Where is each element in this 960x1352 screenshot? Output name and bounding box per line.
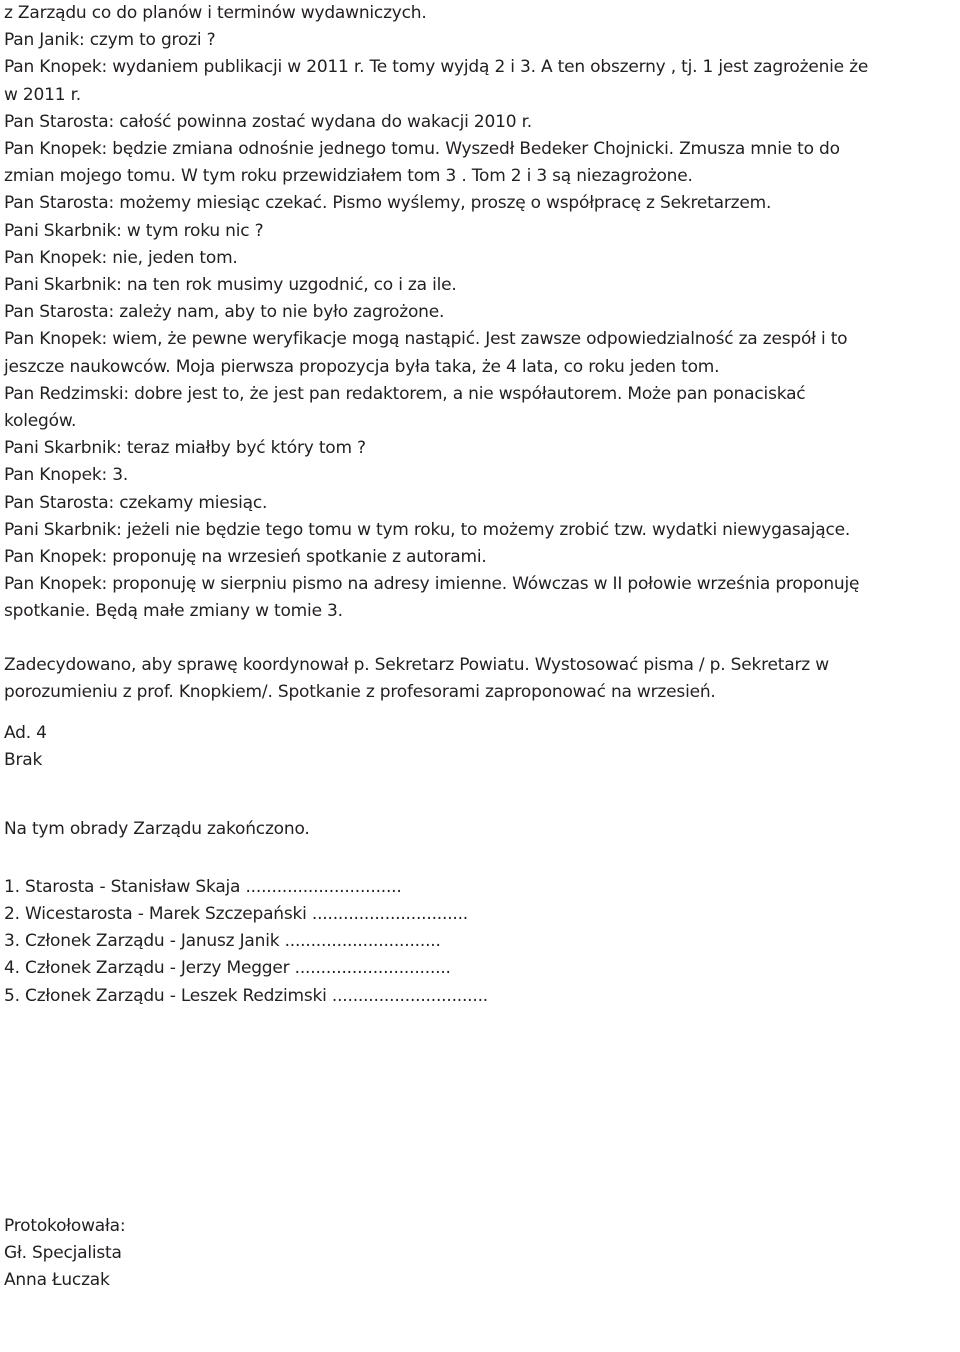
transcript-line: Pan Starosta: całość powinna zostać wydana do wakacji 2010 r. <box>4 111 532 132</box>
transcript-line: kolegów. <box>4 411 77 432</box>
agenda-item-section <box>4 720 960 774</box>
transcript-line: Pani Skarbnik: teraz miałby być który tom ? <box>4 438 366 459</box>
transcript-line: Pani Skarbnik: jeżeli nie będzie tego tomu w tym roku, to możemy zrobić tzw. wydatki niewygasające. <box>4 519 851 540</box>
spacer <box>4 844 960 874</box>
signature-line: 5. Członek Zarządu - Leszek Redzimski .............................. <box>4 985 488 1006</box>
transcript-line: Pan Knopek: będzie zmiana odnośnie jednego tomu. Wyszedł Bedeker Chojnicki. Zmusza mnie to do <box>4 139 840 160</box>
transcript-line: Pani Skarbnik: w tym roku nic ? <box>4 220 264 241</box>
transcript-line: Pani Skarbnik: na ten rok musimy uzgodnić, co i za ile. <box>4 275 457 296</box>
recorder-label: Protokołowała: <box>4 1215 126 1236</box>
signatures-section <box>4 874 960 1010</box>
transcript-line: Pan Knopek: wiem, że pewne weryfikacje mogą nastąpić. Jest zawsze odpowiedzialność za zespół i to <box>4 329 848 350</box>
transcript-line: spotkanie. Będą małe zmiany w tomie 3. <box>4 601 343 622</box>
closing-statement: Na tym obrady Zarządu zakończono. <box>4 819 310 840</box>
transcript-line: w 2011 r. <box>4 84 82 105</box>
spacer <box>4 774 960 816</box>
spacer <box>4 626 960 652</box>
transcript-line: Pan Knopek: proponuję na wrzesień spotkanie z autorami. <box>4 547 487 568</box>
transcript-line: jeszcze naukowców. Moja pierwsza propozycja była taka, że 4 lata, co roku jeden tom. <box>4 356 720 377</box>
decision-line: Zadecydowano, aby sprawę koordynował p. Sekretarz Powiatu. Wystosować pisma / p. Sekretarz w <box>4 654 829 675</box>
transcript-line: Pan Knopek: nie, jeden tom. <box>4 247 238 268</box>
transcript-line: Pan Knopek: 3. <box>4 465 129 486</box>
decision-line: porozumieniu z prof. Knopkiem/. Spotkanie z profesorami zaproponować na wrzesień. <box>4 681 716 702</box>
agenda-item-number: Ad. 4 <box>4 723 47 744</box>
transcript-line: Pan Starosta: czekamy miesiąc. <box>4 492 268 513</box>
transcript-line: Pan Starosta: możemy miesiąc czekać. Pismo wyślemy, proszę o współpracę z Sekretarzem. <box>4 193 772 214</box>
decision-section <box>4 652 960 706</box>
signature-line: 1. Starosta - Stanisław Skaja .............................. <box>4 876 402 897</box>
signature-line: 4. Członek Zarządu - Jerzy Megger .............................. <box>4 958 451 979</box>
signature-line: 2. Wicestarosta - Marek Szczepański .............................. <box>4 903 469 924</box>
transcript-line: Pan Knopek: proponuję w sierpniu pismo na adresy imienne. Wówczas w II połowie września proponuję <box>4 574 860 595</box>
transcript-line: Pan Knopek: wydaniem publikacji w 2011 r. Te tomy wyjdą 2 i 3. A ten obszerny , tj. 1 jest zagrożenie że <box>4 57 869 78</box>
transcript-line: Pan Janik: czym to grozi ? <box>4 30 216 51</box>
transcript-line: z Zarządu co do planów i terminów wydawniczych. <box>4 3 427 23</box>
signature-line: 3. Członek Zarządu - Janusz Janik .............................. <box>4 931 441 952</box>
document-page <box>4 0 960 1294</box>
transcript-line: zmian mojego tomu. W tym roku przewidziałem tom 3 . Tom 2 i 3 są niezagrożone. <box>4 166 693 187</box>
spacer <box>4 1010 960 1213</box>
agenda-item-content: Brak <box>4 750 43 771</box>
recorder-section <box>4 1213 960 1295</box>
transcript-line: Pan Starosta: zależy nam, aby to nie było zagrożone. <box>4 302 445 323</box>
transcript-line: Pan Redzimski: dobre jest to, że jest pan redaktorem, a nie współautorem. Może pan ponaciskać <box>4 383 806 404</box>
spacer <box>4 706 960 720</box>
transcript-section <box>4 0 960 626</box>
recorder-name: Anna Łuczak <box>4 1270 110 1291</box>
recorder-position: Gł. Specjalista <box>4 1242 122 1263</box>
